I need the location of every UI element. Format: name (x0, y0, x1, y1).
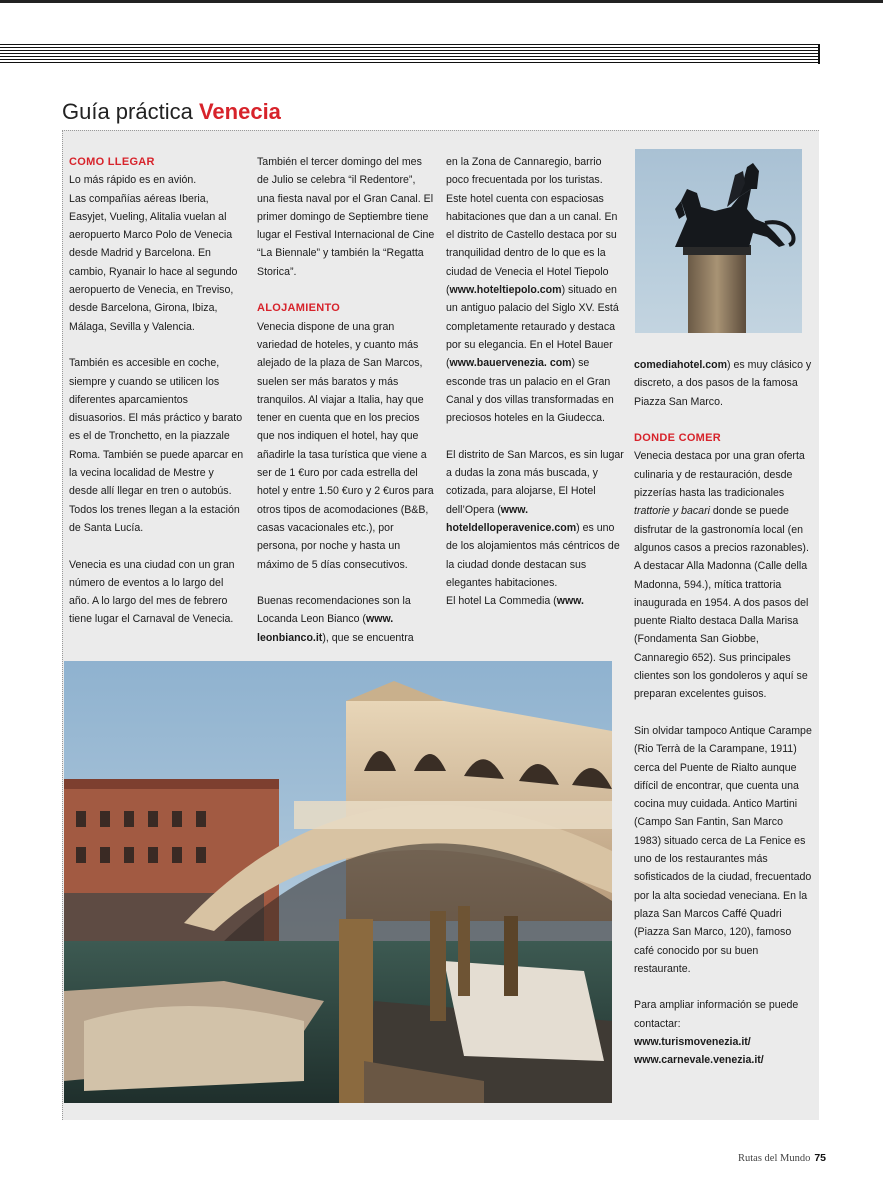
lion-statue-icon (635, 149, 802, 333)
paragraph-info: Para ampliar información se puede contactar: (634, 999, 799, 1030)
sanmarcos-text-a: El distrito de San Marcos, es sin lugar a dudas la zona más buscada, y cotizada, para alojarse, El Hotel dell’Opera ( (446, 448, 624, 516)
heading-como-llegar: COMO LLEGAR (69, 156, 155, 168)
heading-alojamiento: ALOJAMIENTO (257, 302, 341, 315)
paragraph-redentore: También el tercer domingo del mes de Julio se celebra “il Redentore”, una fiesta naval por el Gran Canal. El primer domingo de Septiembre tiene lugar el Festival Internacional de Cine “La Biennale” y también la “Regatta Storica”. (257, 156, 435, 278)
paragraph-companias: Las compañías aéreas Iberia, Easyjet, Vueling, Alitalia vuelan al aeropuerto Marco Polo de Venecia desde Madrid y Barcelona. En cambio, Ryanair lo hace al segundo aeropuerto de Venecia, en Treviso, desde Barcelona, Girona, Ibiza, Málaga, Sevilla y Valencia. (69, 192, 238, 333)
top-rule (0, 0, 883, 3)
link-bauervenezia[interactable]: www.bauervenezia. com (449, 357, 572, 370)
cannaregio-text-a: en la Zona de Cannaregio, barrio poco frecuentada por los turistas. Este hotel cuenta con espaciosas habitaciones que dan a un canal. En el distrito de Castello destaca por su tranquilidad dentro de lo que es la ciudad de Venecia el Hotel Tiepolo ( (446, 156, 618, 297)
link-turismovenezia[interactable]: www.turismovenezia.it/ (634, 1035, 751, 1048)
paragraph-cannaregio (446, 153, 624, 427)
header-stripe-bar (0, 44, 820, 64)
column-4 (634, 356, 812, 1070)
paragraph-san-marcos (446, 446, 624, 592)
page-number: 75 (814, 1152, 827, 1164)
column-2 (257, 153, 435, 647)
paragraph-commedia (446, 592, 624, 610)
paragraph-comer (634, 447, 812, 703)
heading-donde-comer: DONDE COMER (634, 432, 722, 445)
reco-text-a: Buenas recomendaciones son la Locanda Leon Bianco ( (257, 595, 411, 626)
comer-italic: trattorie y bacari (634, 505, 710, 518)
title-bold: Venecia (198, 99, 281, 124)
comer-text-a: Venecia destaca por una gran oferta culinaria y de restauración, desde pizzerías hasta las tradicionales (634, 450, 805, 500)
title-light: Guía práctica (62, 99, 193, 124)
paragraph-eventos: Venecia es una ciudad con un gran número de eventos a lo largo del año. A lo largo del mes de febrero tiene lugar el Carnaval de Venecia. (69, 558, 235, 626)
paragraph-antique: Sin olvidar tampoco Antique Carampe (Rio Terrà de la Carampane, 1911) cerca del Puente de Rialto aunque difícil de encontrar, que cuenta una cocina muy cuidada. Antico Martini (Campo San Fantin, San Marco 1983) situado cerca de La Fenice es uno de los restaurantes más sofisticados de la ciudad, frecuentado por la alta sociedad veneciana. En la plaza San Marcos Caffé Quadri (Piazza San Marco, 120), famoso café conocido por su buen restaurante. (634, 724, 812, 975)
comer-text-b: donde se puede disfrutar de la gastronomía local (en algunos casos a precios razonables). A destacar Alla Madonna (Calle della Madonna, 594.), mítica trattoria inaugurada en 1954. A dos pasos del puente Rialto destaca Dalla Marisa (Fondamenta San Giobbe, Cannaregio 652). Sus principales clientes son los gondoleros y aquí se preparan excelentes guisos. (634, 505, 809, 701)
commedia-cont-text: ) es muy clásico y discreto, a dos pasos de la famosa Piazza San Marco. (634, 359, 812, 408)
paragraph-recomendaciones (257, 592, 435, 647)
rialto-bridge-photo (64, 661, 612, 1103)
rialto-bridge-icon (64, 661, 612, 1103)
link-leonbianco[interactable]: www. leonbianco.it (257, 613, 394, 644)
header-stripe-end (818, 44, 820, 64)
paragraph-avion: Lo más rápido es en avión. (69, 174, 197, 187)
link-commedia-start[interactable]: www. (556, 595, 584, 608)
cannaregio-text-c: ) se esconde tras un palacio en el Gran Canal y dos villas transformadas en preciosos hoteles en la Giudecca. (446, 357, 614, 425)
link-hoteldellopera[interactable]: www. hoteldelloperavenice.com (446, 503, 577, 534)
paragraph-coche: También es accesible en coche, siempre y cuando se utilicen los diferentes aparcamientos disuasorios. El más práctico y barato es el de Tronchetto, en la piazzale Roma. También se puede aparcar en la vecina localidad de Mestre y desde allí llegar en tren o autobús. Todos los trenes llegan a la estación de Santa Lucía. (69, 357, 244, 534)
lion-statue-photo (635, 149, 802, 333)
column-3 (446, 153, 624, 610)
sanmarcos-text-b: ) es uno de los alojamientos más céntricos de la ciudad donde destacan sus elegantes habitaciones. (446, 521, 620, 589)
reco-text-b: ), que se encuentra (322, 631, 414, 644)
magazine-name: Rutas del Mundo (738, 1153, 811, 1164)
paragraph-alojamiento: Venecia dispone de una gran variedad de hoteles, y cuanto más alejado de la plaza de San Marcos, suelen ser más baratos y más tranquilos. Al viajar a Italia, hay que tener en cuenta que en los precios que nos indiquen el hotel, hay que añadirle la tasa turística que viene a ser de 1 €uro por cada estrella del hotel y entre 1.50 €uro y 2 €uros para otros tipos de acomodaciones (B&B, casas vacacionales etc.), por persona, por noche y hasta un máximo de 5 días consecutivos. (257, 320, 434, 571)
link-carnevale[interactable]: www.carnevale.venezia.it/ (634, 1054, 764, 1067)
column-1 (69, 153, 245, 629)
commedia-text: El hotel La Commedia ( (446, 595, 557, 608)
cannaregio-text-b: ) situado en un antiguo palacio del Siglo XV. Está completamente retaurado y destaca por su elegancia. En el Hotel Bauer ( (446, 284, 619, 370)
page-footer (738, 1152, 826, 1164)
link-comediahotel[interactable]: comediahotel.com (634, 359, 728, 371)
page-title (62, 97, 281, 127)
link-hoteltiepolo[interactable]: www.hoteltiepolo.com (449, 284, 562, 297)
paragraph-commedia-cont (634, 356, 812, 411)
